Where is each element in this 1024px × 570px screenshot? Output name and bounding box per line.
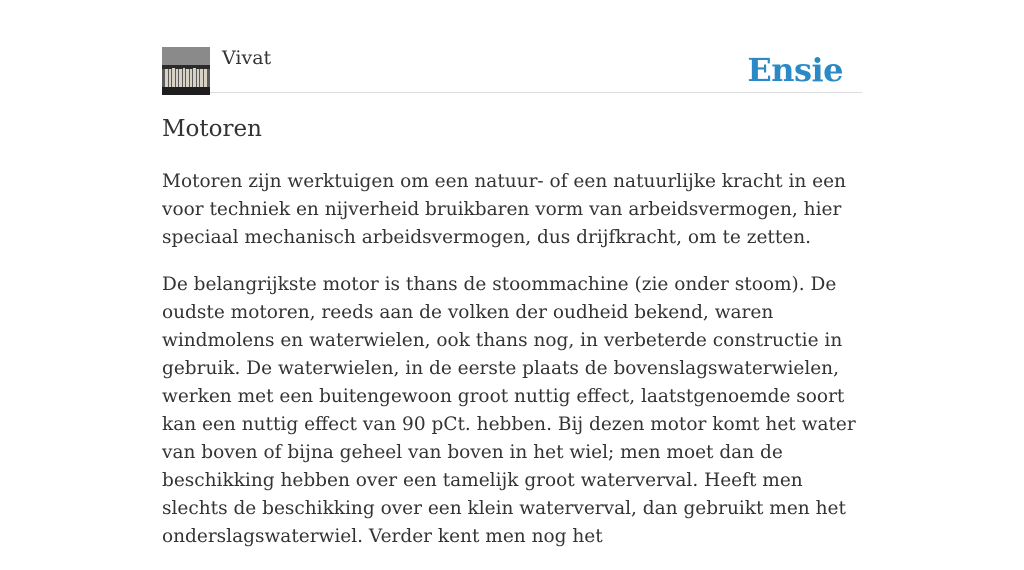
books-photo-icon [162,47,210,95]
page-title: Motoren [162,116,262,142]
header [162,46,862,93]
avatar[interactable] [162,47,210,95]
ensie-logo[interactable]: Ensie [747,51,843,89]
paragraph: De belangrijkste motor is thans de stoommachine (zie onder stoom). De oudste motoren, reeds aan de volken der oudheid bekend, waren windmolens en waterwielen, ook thans nog, in verbeterde constructie in gebruik. De waterwielen, in de eerste plaats de bovenslagswaterwielen, werken met een buitengewoon groot nuttig effect, laatstgenoemde soort kan een nuttig effect van 90 pCt. hebben. Bij dezen motor komt het water van boven of bijna geheel van boven in het wiel; men moet dan de beschikking hebben over een tamelijk groot waterverval. Heeft men slechts de beschikking over een klein waterverval, dan gebruikt men het onderslagswaterwiel. Verder kent men nog het [162,274,856,547]
article-body [162,168,862,570]
author-name[interactable]: Vivat [222,47,272,69]
paragraph: Motoren zijn werktuigen om een natuur- of een natuurlijke kracht in een voor techniek en nijverheid bruikbaren vorm van arbeidsvermogen, hier speciaal mechanisch arbeidsvermogen, dus drijfkracht, om te zetten. [162,171,846,248]
page [162,0,862,547]
